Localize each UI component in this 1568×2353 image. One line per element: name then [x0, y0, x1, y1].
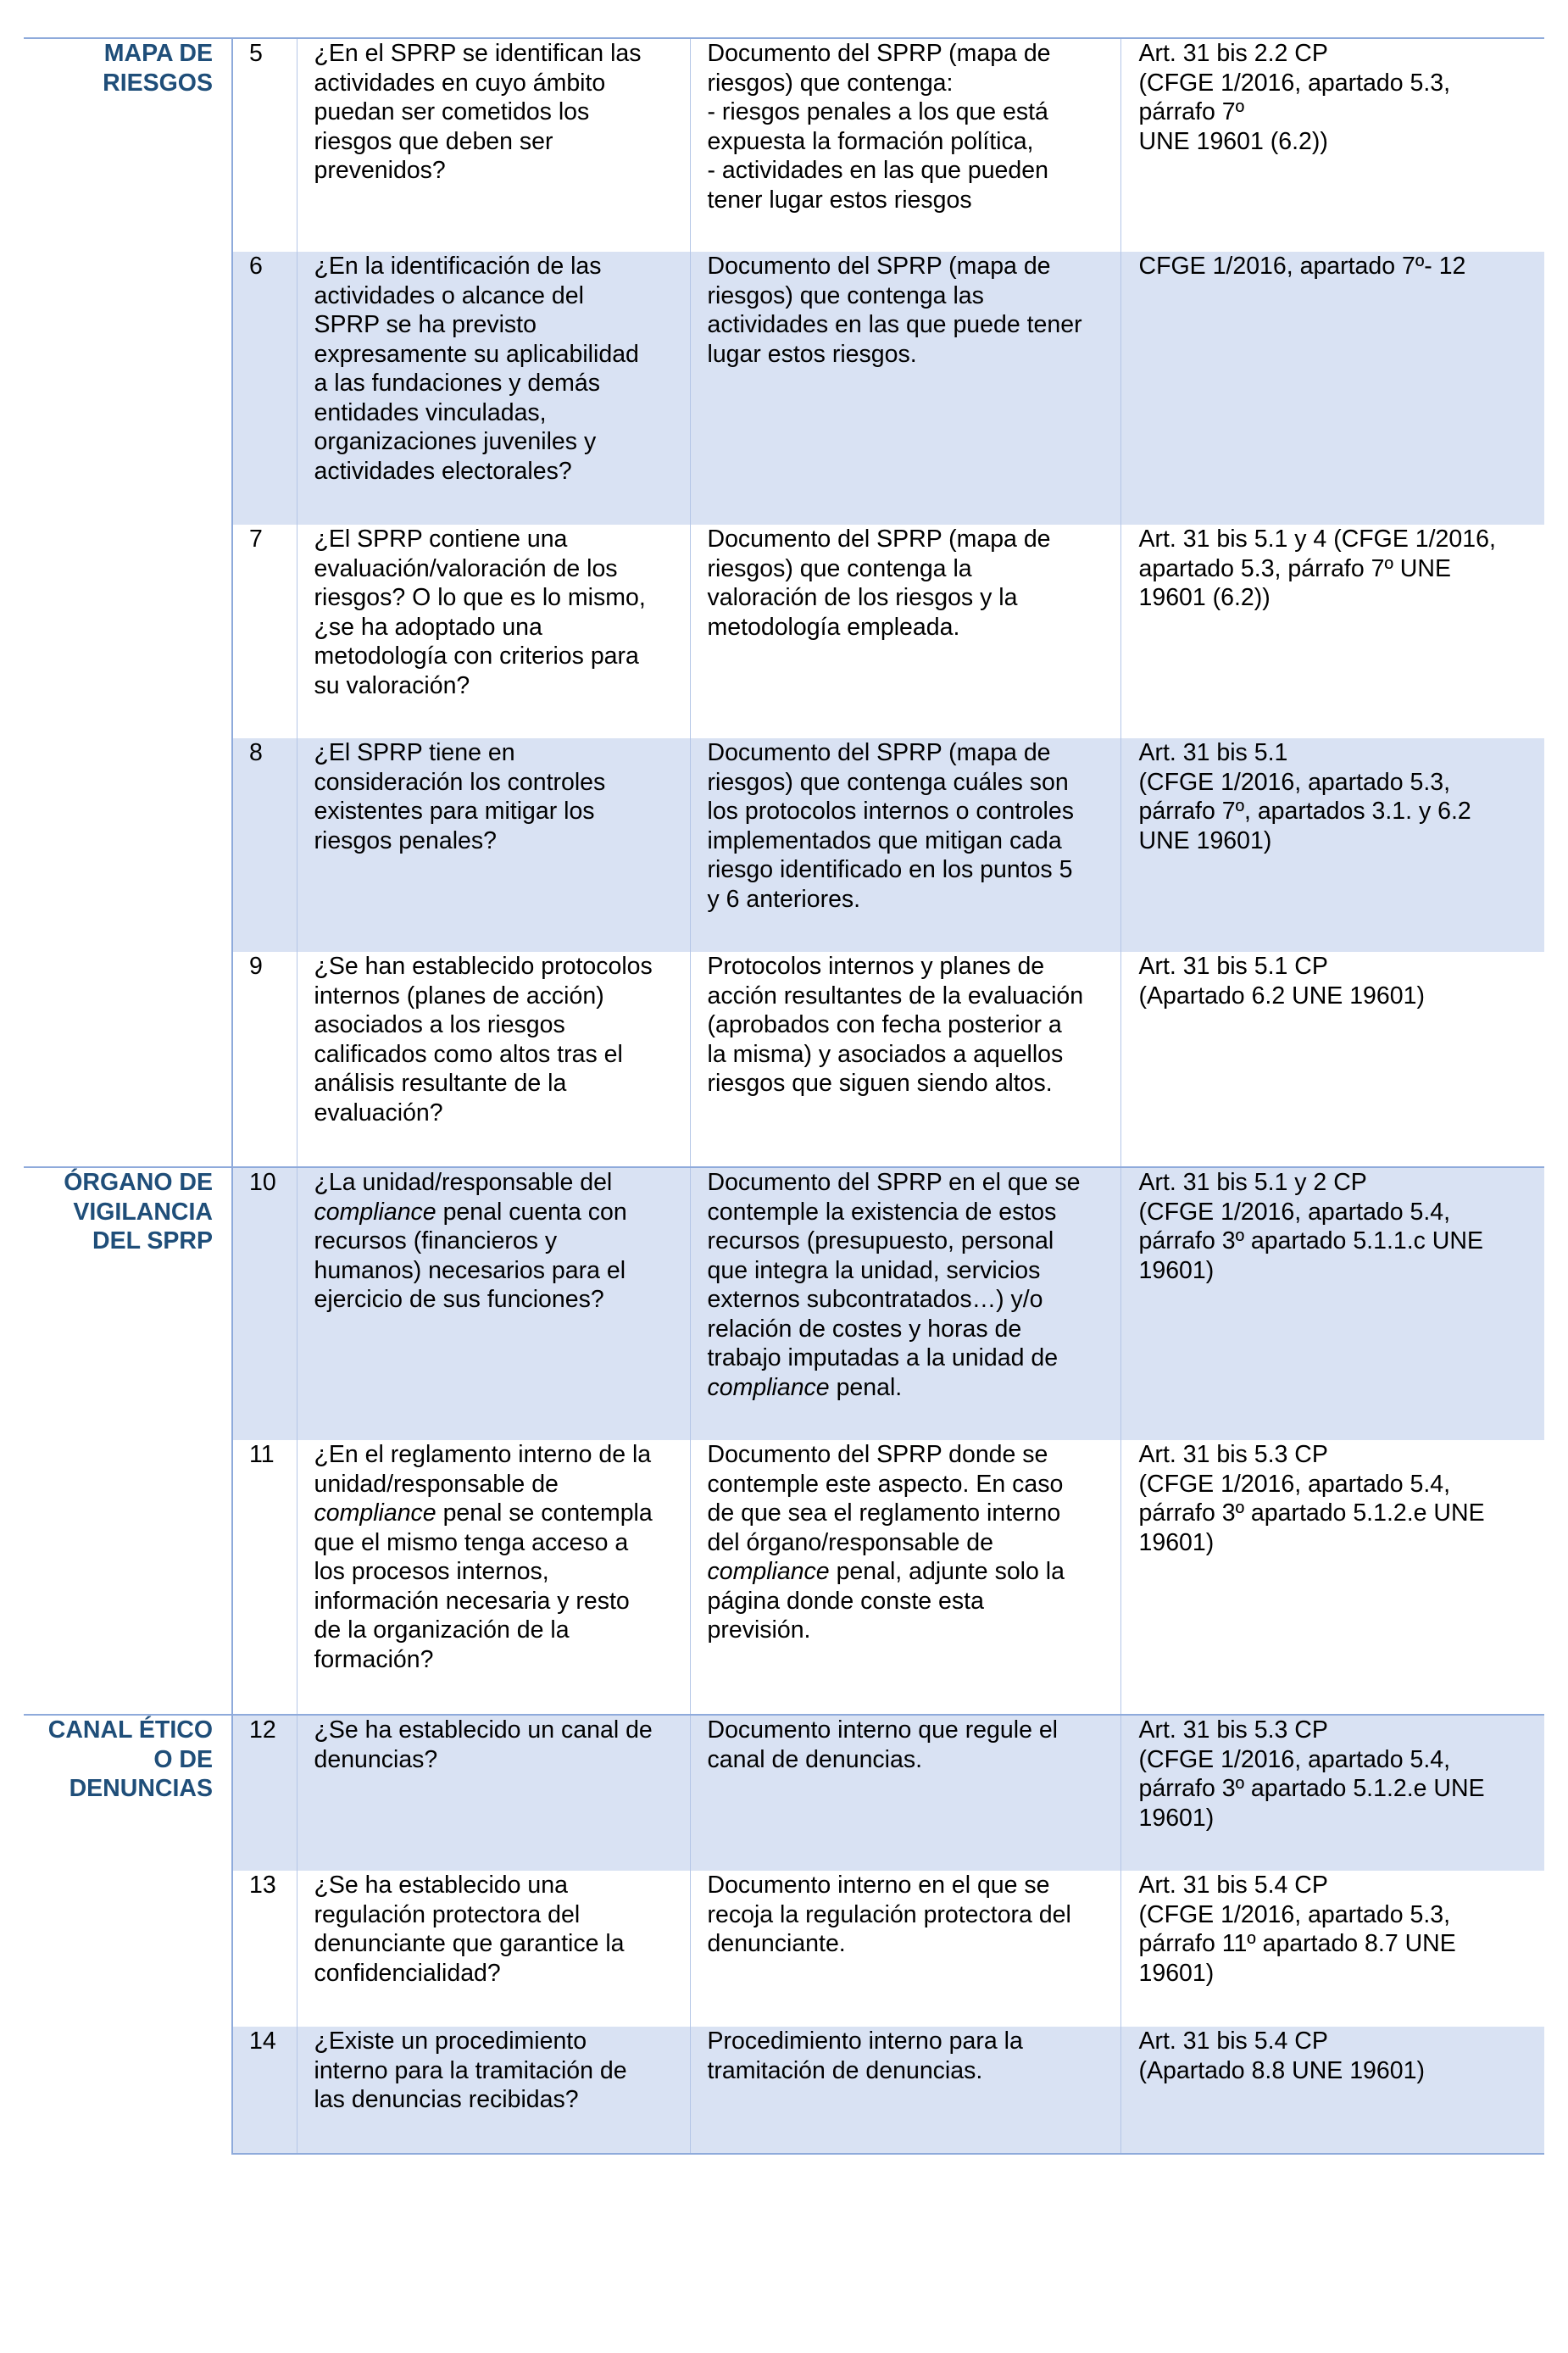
document-text: Documento del SPRP en el que se contemple la existencia de estos recursos (presupuesto, personal que integra la unidad, servicios externos subcontratados…) y/o relación de costes y horas de trabajo imputadas a la unidad de compliance penal. — [707, 1169, 1081, 1401]
question-text: ¿El SPRP tiene en consideración los controles existentes para mitigar los riesgos penales? — [314, 739, 606, 854]
question-text: ¿En el SPRP se identifican las actividades en cuyo ámbito puedan ser cometidos los riesgos que deben ser prevenidos? — [314, 40, 642, 184]
table-row — [24, 1167, 1544, 1440]
document-text: Protocolos internos y planes de acción resultantes de la evaluación (aprobados con fecha posterior a la misma) y asociados a aquellos riesgos que siguen siendo altos. — [707, 953, 1084, 1097]
document-text: Documento del SPRP (mapa de riesgos) que contenga: - riesgos penales a los que está expuesta la formación política, - actividades en las que pueden tener lugar estos riesgos — [707, 40, 1051, 214]
row-number: 6 — [249, 253, 263, 280]
table-row — [24, 1440, 1544, 1715]
document-text: Documento del SPRP (mapa de riesgos) que contenga cuáles son los protocolos internos o controles implementados que mitigan cada riesgo identificado en los puntos 5 y 6 anteriores. — [707, 739, 1074, 913]
section-label-mapa-de-riesgos: MAPA DE RIESGOS — [24, 38, 232, 1167]
reference-text: CFGE 1/2016, apartado 7º- 12 — [1138, 253, 1466, 280]
reference-text: Art. 31 bis 5.3 CP (CFGE 1/2016, apartado 5.4, párrafo 3º apartado 5.1.2.e UNE 19601) — [1138, 1716, 1485, 1832]
reference-text: Art. 31 bis 5.1 CP (Apartado 6.2 UNE 19601) — [1138, 953, 1425, 1010]
reference-text: Art. 31 bis 5.3 CP (CFGE 1/2016, apartado 5.4, párrafo 3º apartado 5.1.2.e UNE 19601) — [1138, 1441, 1485, 1556]
question-text: ¿En la identificación de las actividades o alcance del SPRP se ha previsto expresamente su aplicabilidad a las fundaciones y demás entidades vinculadas, organizaciones juveniles y actividades electorales? — [314, 253, 639, 485]
question-text: ¿Existe un procedimiento interno para la tramitación de las denuncias recibidas? — [314, 2028, 627, 2113]
question-text: ¿Se ha establecido una regulación protectora del denunciante que garantice la confidencialidad? — [314, 1872, 625, 1987]
section-label-organo-de-vigilancia: ÓRGANO DE VIGILANCIA DEL SPRP — [24, 1167, 232, 1715]
compliance-checklist-table — [24, 37, 1544, 2155]
row-number: 5 — [249, 40, 263, 67]
document-text: Documento del SPRP (mapa de riesgos) que contenga la valoración de los riesgos y la metodología empleada. — [707, 526, 1051, 641]
table-row — [24, 952, 1544, 1167]
question-text: ¿El SPRP contiene una evaluación/valoración de los riesgos? O lo que es lo mismo, ¿se ha adoptado una metodología con criterios para su valoración? — [314, 526, 646, 699]
reference-text: Art. 31 bis 5.1 (CFGE 1/2016, apartado 5.3, párrafo 7º, apartados 3.1. y 6.2 UNE 19601) — [1138, 739, 1471, 854]
question-text: ¿Se han establecido protocolos internos (planes de acción) asociados a los riesgos calificados como altos tras el análisis resultante de la evaluación? — [314, 953, 653, 1126]
reference-text: Art. 31 bis 2.2 CP (CFGE 1/2016, apartado 5.3, párrafo 7º UNE 19601 (6.2)) — [1138, 40, 1451, 155]
document-text: Procedimiento interno para la tramitación de denuncias. — [707, 2028, 1023, 2084]
question-text: ¿En el reglamento interno de la unidad/responsable de compliance penal se contempla que el mismo tenga acceso a los procesos internos, información necesaria y resto de la organización de la formación? — [314, 1441, 653, 1673]
document-text: Documento interno en el que se recoja la regulación protectora del denunciante. — [707, 1872, 1071, 1957]
table-row — [24, 1871, 1544, 2027]
table-row — [24, 252, 1544, 525]
reference-text: Art. 31 bis 5.1 y 2 CP (CFGE 1/2016, apartado 5.4, párrafo 3º apartado 5.1.1.c UNE 19601) — [1138, 1169, 1483, 1284]
table-row — [24, 2027, 1544, 2154]
section-label-canal-etico: CANAL ÉTICO O DE DENUNCIAS — [24, 1715, 232, 2154]
row-number: 14 — [249, 2028, 276, 2055]
row-number: 9 — [249, 953, 263, 980]
row-number: 12 — [249, 1716, 276, 1744]
row-number: 7 — [249, 526, 263, 553]
document-text: Documento interno que regule el canal de denuncias. — [707, 1716, 1059, 1773]
row-number: 10 — [249, 1169, 276, 1196]
reference-text: Art. 31 bis 5.4 CP (CFGE 1/2016, apartado 5.3, párrafo 11º apartado 8.7 UNE 19601) — [1138, 1872, 1456, 1987]
table-row — [24, 38, 1544, 252]
reference-text: Art. 31 bis 5.1 y 4 (CFGE 1/2016, apartado 5.3, párrafo 7º UNE 19601 (6.2)) — [1138, 526, 1496, 611]
table-row — [24, 738, 1544, 952]
row-number: 13 — [249, 1872, 276, 1899]
row-number: 8 — [249, 739, 263, 766]
question-text: ¿Se ha establecido un canal de denuncias? — [314, 1716, 653, 1773]
row-number: 11 — [249, 1441, 275, 1468]
document-text: Documento del SPRP donde se contemple este aspecto. En caso de que sea el reglamento interno del órgano/responsable de compliance penal, adjunte solo la página donde conste esta previsión. — [707, 1441, 1065, 1644]
reference-text: Art. 31 bis 5.4 CP (Apartado 8.8 UNE 19601) — [1138, 2028, 1425, 2084]
table-row — [24, 1715, 1544, 1871]
question-text: ¿La unidad/responsable del compliance penal cuenta con recursos (financieros y humanos) necesarios para el ejercicio de sus funciones? — [314, 1169, 627, 1313]
document-text: Documento del SPRP (mapa de riesgos) que contenga las actividades en las que puede tener lugar estos riesgos. — [707, 253, 1082, 368]
table-row — [24, 525, 1544, 738]
